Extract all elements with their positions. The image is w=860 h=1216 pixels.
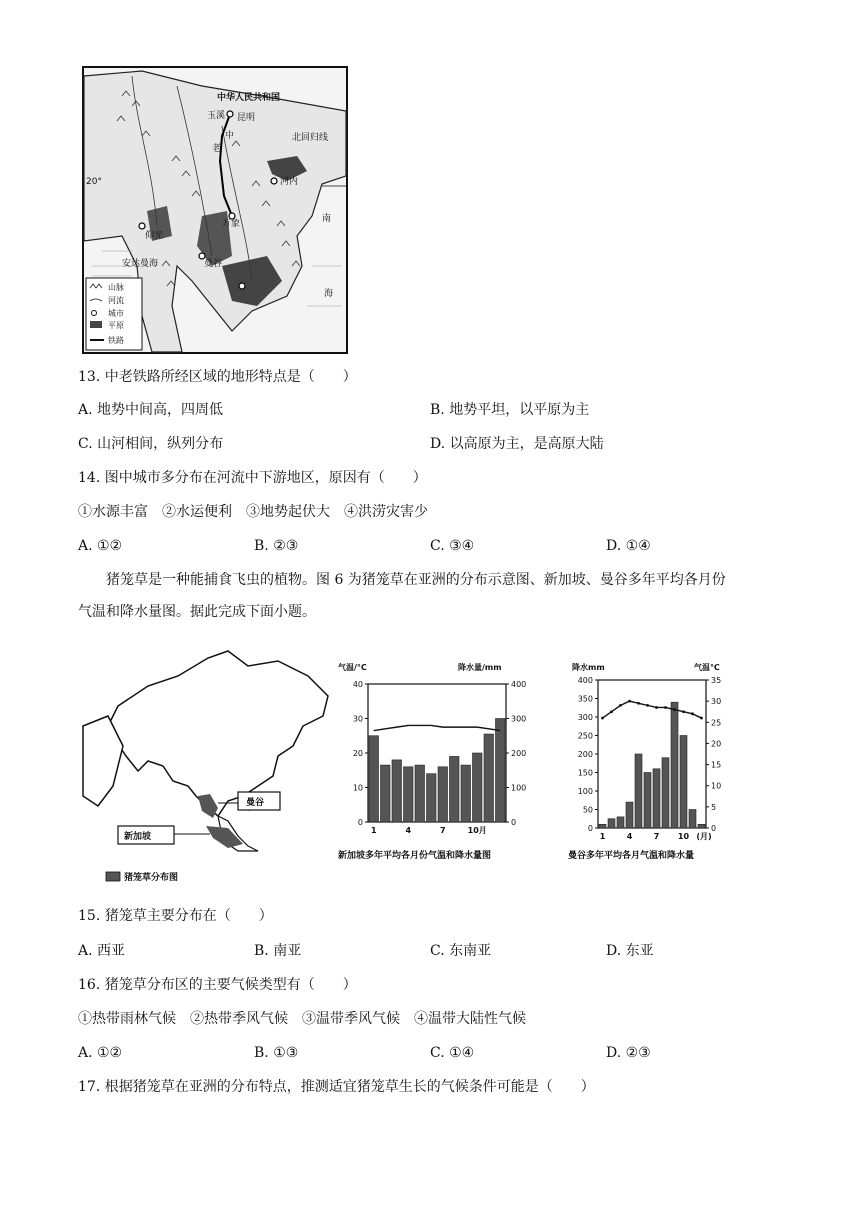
bk-right-tick: 15 bbox=[711, 760, 722, 770]
bk-temp-point bbox=[601, 717, 604, 720]
indochina-map bbox=[82, 66, 348, 354]
label-andaman: 安达曼海 bbox=[122, 259, 159, 269]
bk-ylabel-left: 降水mm bbox=[572, 663, 605, 672]
legend-river: 河流 bbox=[108, 296, 124, 305]
singapore-climate-chart bbox=[336, 660, 550, 866]
q14-option-d[interactable]: D. ①④ bbox=[606, 538, 651, 554]
sg-precip-bar bbox=[392, 760, 402, 822]
label-yuxi: 玉溪 bbox=[207, 111, 226, 121]
sg-precip-bar bbox=[473, 753, 483, 822]
legend-mountain: 山脉 bbox=[108, 283, 124, 292]
bk-x-tick: 7 bbox=[653, 832, 660, 841]
label-20deg: 20° bbox=[86, 177, 102, 187]
bk-left-tick: 250 bbox=[577, 731, 593, 741]
sg-right-tick: 200 bbox=[511, 749, 527, 758]
bk-right-tick: 0 bbox=[711, 824, 717, 833]
bk-x-tick: (月) bbox=[696, 832, 712, 841]
bk-left-tick: 300 bbox=[577, 713, 593, 722]
bk-precip-bar bbox=[689, 810, 696, 829]
bk-right-tick: 10 bbox=[711, 781, 722, 791]
sg-x-tick: 7 bbox=[439, 826, 446, 835]
asia-outline bbox=[108, 651, 328, 816]
bk-temp-point bbox=[655, 706, 658, 709]
sg-left-tick: 10 bbox=[352, 783, 363, 793]
bk-precip-bar bbox=[653, 769, 660, 828]
bk-temp-point bbox=[682, 710, 685, 713]
sg-right-tick: 300 bbox=[511, 714, 527, 724]
sg-chart-title: 新加坡多年平均各月份气温和降水量图 bbox=[338, 851, 492, 861]
q13-stem: 13. 中老铁路所经区域的地形特点是（ ） bbox=[78, 369, 357, 385]
sg-right-tick: 0 bbox=[511, 818, 517, 827]
q14-option-a[interactable]: A. ①② bbox=[78, 538, 123, 554]
bk-precip-bar bbox=[626, 802, 633, 828]
bk-precip-bar bbox=[698, 824, 705, 828]
sg-ylabel-left: 气温/°C bbox=[338, 663, 367, 672]
bk-plot-frame bbox=[598, 680, 706, 828]
bk-precip-bar bbox=[608, 819, 615, 828]
sg-x-tick: 10月 bbox=[467, 826, 487, 835]
q16-option-c[interactable]: C. ①④ bbox=[430, 1045, 475, 1061]
q13-option-b[interactable]: B. 地势平坦，以平原为主 bbox=[430, 402, 590, 418]
q14-items: ①水源丰富 ②水运便利 ③地势起伏大 ④洪涝灾害少 bbox=[78, 504, 428, 520]
bk-temp-point bbox=[610, 710, 613, 713]
q15-option-b[interactable]: B. 南亚 bbox=[254, 943, 302, 959]
bk-precip-bar bbox=[599, 824, 606, 828]
label-bangkok: 曼谷 bbox=[204, 259, 223, 269]
legend-railway: 铁路 bbox=[108, 336, 124, 345]
bk-right-tick: 25 bbox=[711, 718, 722, 728]
q14-option-c[interactable]: C. ③④ bbox=[430, 538, 475, 554]
bk-temp-point bbox=[700, 717, 703, 720]
asia-distribution-map bbox=[78, 646, 336, 886]
sg-left-tick: 0 bbox=[357, 818, 363, 827]
sg-precip-bar bbox=[369, 736, 379, 822]
bk-precip-bar bbox=[680, 736, 687, 829]
sg-left-tick: 30 bbox=[352, 714, 363, 724]
q15-option-c[interactable]: C. 东南亚 bbox=[430, 943, 492, 959]
bk-right-tick: 30 bbox=[711, 697, 722, 707]
label-laos: 老 bbox=[212, 144, 222, 154]
bk-temp-point bbox=[673, 708, 676, 711]
bk-left-tick: 150 bbox=[577, 768, 593, 778]
label-vientiane: 万象 bbox=[222, 219, 241, 229]
sg-precip-bar bbox=[461, 765, 471, 822]
sg-precip-bar bbox=[438, 767, 448, 822]
label-kunming: 昆明 bbox=[237, 113, 256, 123]
label-bangkok-asia: 曼谷 bbox=[246, 798, 265, 808]
bk-left-tick: 100 bbox=[577, 787, 593, 796]
bk-x-tick: 10 bbox=[677, 832, 690, 841]
bk-temp-point bbox=[646, 704, 649, 707]
sg-precip-bar bbox=[404, 767, 414, 822]
q16-option-d[interactable]: D. ②③ bbox=[606, 1045, 651, 1061]
bk-left-tick: 400 bbox=[577, 676, 593, 685]
bk-precip-bar bbox=[662, 758, 669, 828]
sg-precip-bar bbox=[415, 765, 425, 822]
q15-option-a[interactable]: A. 西亚 bbox=[78, 943, 126, 959]
label-hai: 海 bbox=[324, 289, 334, 299]
intro-line-2: 气温和降水量图。据此完成下面小题。 bbox=[78, 604, 316, 620]
bk-temp-point bbox=[628, 700, 631, 703]
q13-option-d[interactable]: D. 以高原为主，是高原大陆 bbox=[430, 436, 604, 452]
bk-temp-point bbox=[664, 706, 667, 709]
bk-right-tick: 5 bbox=[711, 802, 717, 812]
label-tropic: 北回归线 bbox=[292, 133, 329, 143]
sg-precip-bar bbox=[381, 765, 391, 822]
label-yangon: 仰光 bbox=[145, 231, 164, 241]
sg-precip-bar bbox=[484, 734, 494, 822]
bk-temp-point bbox=[619, 704, 622, 707]
legend-distribution-label: 猪笼草分布图 bbox=[124, 873, 179, 883]
q16-items: ①热带雨林气候 ②热带季风气候 ③温带季风气候 ④温带大陆性气候 bbox=[78, 1011, 526, 1027]
bk-chart-title: 曼谷多年平均各月气温和降水量 bbox=[568, 851, 695, 861]
sg-left-tick: 20 bbox=[352, 749, 363, 758]
map-legend bbox=[86, 278, 142, 350]
sg-right-tick: 100 bbox=[511, 783, 527, 793]
bk-right-tick: 20 bbox=[711, 739, 722, 749]
sg-precip-bar bbox=[427, 774, 437, 822]
q13-option-a[interactable]: A. 地势中间高，四周低 bbox=[78, 402, 224, 418]
label-hanoi: 河内 bbox=[280, 177, 299, 187]
bk-temp-point bbox=[637, 702, 640, 705]
q16-stem: 16. 猪笼草分布区的主要气候类型有（ ） bbox=[78, 977, 357, 993]
bk-ylabel-right: 气温℃ bbox=[694, 663, 720, 672]
sg-right-tick: 400 bbox=[511, 680, 527, 689]
sg-precip-bar bbox=[496, 719, 506, 823]
bk-left-tick: 200 bbox=[577, 750, 593, 759]
bk-precip-bar bbox=[617, 817, 624, 828]
q15-stem: 15. 猪笼草主要分布在（ ） bbox=[78, 908, 273, 924]
bk-x-tick: 1 bbox=[599, 832, 606, 841]
legend-plain: 平原 bbox=[108, 321, 124, 330]
bangkok-climate-chart bbox=[566, 660, 738, 866]
bk-temp-point bbox=[691, 712, 694, 715]
q16-option-b[interactable]: B. ①③ bbox=[254, 1045, 299, 1061]
legend-city: 城市 bbox=[108, 309, 124, 318]
sg-ylabel-right: 降水量/mm bbox=[458, 663, 502, 672]
label-nan: 南 bbox=[322, 214, 332, 224]
q14-stem: 14. 图中城市多分布在河流中下游地区，原因有（ ） bbox=[78, 470, 427, 486]
legend-distribution-swatch bbox=[106, 872, 120, 881]
bk-precip-bar bbox=[644, 773, 651, 829]
q17-stem: 17. 根据猪笼草在亚洲的分布特点，推测适宜猪笼草生长的气候条件可能是（ ） bbox=[78, 1079, 595, 1095]
sg-left-tick: 40 bbox=[352, 680, 363, 689]
intro-line-1: 猪笼草是一种能捕食飞虫的植物。图 6 为猪笼草在亚洲的分布示意图、新加坡、曼谷多年平均各月份 bbox=[106, 572, 726, 588]
q14-option-b[interactable]: B. ②③ bbox=[254, 538, 299, 554]
q13-option-c[interactable]: C. 山河相间，纵列分布 bbox=[78, 436, 224, 452]
sg-x-tick: 1 bbox=[370, 826, 377, 835]
bk-left-tick: 0 bbox=[587, 824, 593, 833]
q15-option-d[interactable]: D. 东亚 bbox=[606, 943, 654, 959]
bk-left-tick: 350 bbox=[577, 694, 593, 704]
sg-x-tick: 4 bbox=[405, 826, 412, 835]
q16-option-a[interactable]: A. ①② bbox=[78, 1045, 123, 1061]
bk-precip-bar bbox=[671, 702, 678, 828]
label-china: 中华人民共和国 bbox=[217, 93, 281, 103]
label-singapore: 新加坡 bbox=[124, 832, 152, 842]
bk-left-tick: 50 bbox=[582, 805, 593, 815]
sg-precip-bar bbox=[450, 756, 460, 822]
label-zhong: 中 bbox=[225, 131, 235, 141]
bk-precip-bar bbox=[635, 754, 642, 828]
bk-right-tick: 35 bbox=[711, 676, 722, 685]
bk-x-tick: 4 bbox=[626, 832, 633, 841]
